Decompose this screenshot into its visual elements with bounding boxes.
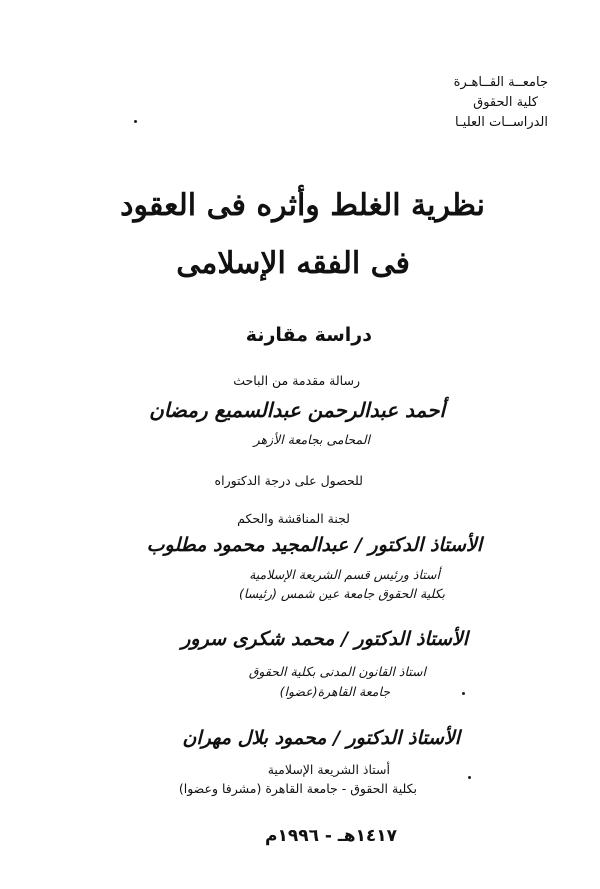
committee-heading: لجنة المناقشة والحكم	[237, 511, 350, 526]
scan-speck	[134, 120, 137, 123]
thesis-date: ١٤١٧هـ - ١٩٩٦م	[265, 826, 397, 846]
committee-member-role: استاذ القانون المدنى بكلية الحقوق	[248, 664, 426, 679]
committee-member-name: الأستاذ الدكتور / محمد شكرى سرور	[181, 628, 468, 650]
thesis-subtitle: دراسة مقارنة	[245, 324, 372, 346]
committee-member-role: أستاذ الشريعة الإسلامية	[267, 762, 390, 777]
degree-line: للحصول على درجة الدكتوراه	[214, 473, 363, 488]
researcher-intro: رسالة مقدمة من الباحث	[233, 373, 360, 388]
committee-member-role: أستاذ ورئيس قسم الشريعة الإسلامية	[249, 567, 440, 582]
faculty-name: كلية الحقوق	[473, 95, 538, 110]
scan-speck	[468, 776, 471, 779]
department-name: الدراســات العليـا	[455, 115, 548, 130]
scan-speck	[462, 692, 465, 695]
university-name: جامعــة القــاهـرة	[453, 75, 548, 90]
thesis-title-line1: نظرية الغلط وأثره فى العقود	[120, 188, 485, 223]
researcher-position: المحامى بجامعة الأزهر	[253, 432, 370, 447]
committee-member-role: جامعة القاهرة(عضوا)	[279, 684, 390, 699]
committee-member-role: بكلية الحقوق جامعة عين شمس (رئيسا)	[238, 586, 445, 601]
thesis-title-line2: فى الفقه الإسلامى	[176, 246, 410, 281]
committee-member-name: الأستاذ الدكتور / عبدالمجيد محمود مطلوب	[146, 534, 482, 556]
researcher-name: أحمد عبدالرحمن عبدالسميع رمضان	[149, 398, 445, 422]
committee-member-name: الأستاذ الدكتور / محمود بلال مهران	[182, 727, 460, 749]
committee-member-role: بكلية الحقوق - جامعة القاهرة (مشرفا وعضوا)	[178, 781, 417, 796]
